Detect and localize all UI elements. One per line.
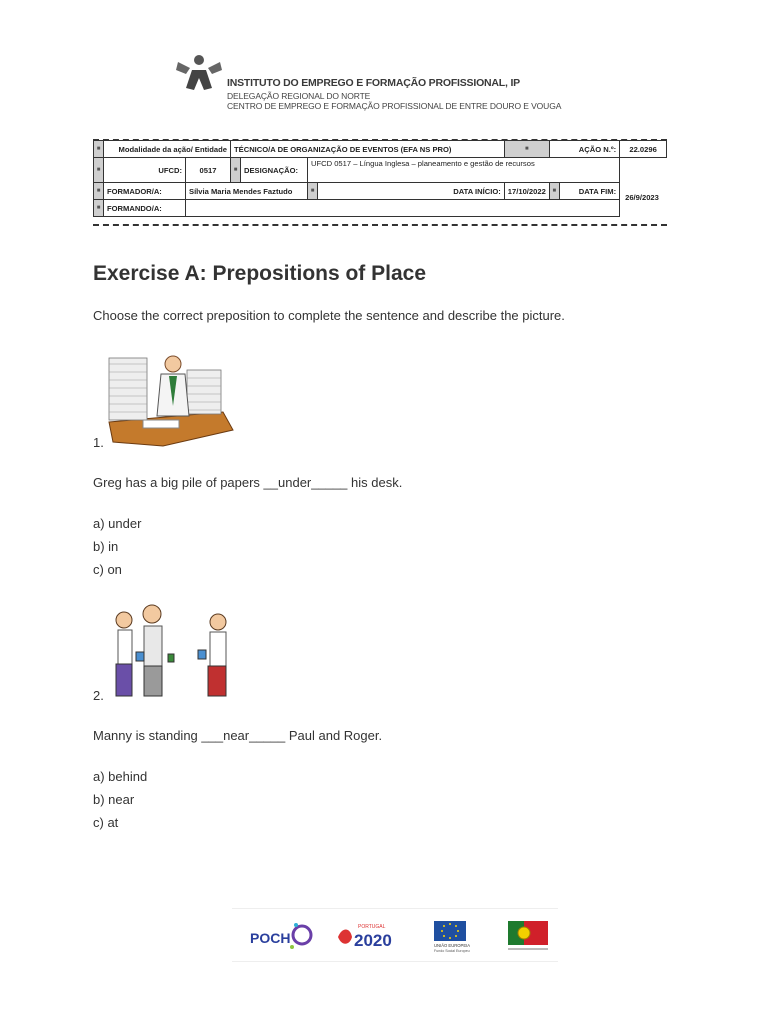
data-fim-value: 26/9/2023 [625,193,659,202]
greg-desk-illustration [103,350,235,448]
field-marker: ■ [549,183,559,200]
poch-label: POCH [250,930,291,946]
q2-option-b: b) near [93,792,135,807]
q1-option-b: b) in [93,539,119,554]
modalidade-value: TÉCNICO/A DE ORGANIZAÇÃO DE EVENTOS (EFA NS PRO) [231,141,505,158]
data-inicio-label: DATA INÍCIO: [318,183,505,200]
portugal-label: PORTUGAL [358,924,386,930]
q2-option-a: a) behind [93,769,148,784]
table-top-border [93,139,667,141]
esf-label: Fundo Social Europeu [434,949,470,953]
exercise-instructions: Choose the correct preposition to complete the sentence and describe the picture. [93,308,565,323]
eu-label: UNIÃO EUROPEIA [434,943,471,948]
designacao-value: UFCD 0517 – Língua Inglesa – planeamento e gestão de recursos [308,158,620,183]
field-marker: ■ [504,141,549,158]
acao-value: 22.0296 [620,141,667,158]
field-marker: ■ [94,158,104,183]
q1-sentence: Greg has a big pile of papers __under_____ his desk. [93,475,403,490]
acao-label: AÇÃO N.º: [549,141,619,158]
q1-option-a: a) under [93,516,142,531]
q1-number: 1. [93,435,104,450]
formando-label: FORMANDO/A: [104,200,186,217]
iefp-logo-icon [176,54,222,92]
formador-value: Sílvia Maria Mendes Faztudo [186,183,308,200]
data-inicio-value: 17/10/2022 [504,183,549,200]
p2020-label: 2020 [354,931,392,950]
q1-option-c: c) on [93,562,122,577]
table-bottom-border [93,224,667,226]
field-marker: ■ [94,183,104,200]
data-fim-label: DATA FIM: [559,183,619,200]
field-marker: ■ [231,158,241,183]
q2-option-c: c) at [93,815,119,830]
formador-label: FORMADOR/A: [104,183,186,200]
field-marker: ■ [308,183,318,200]
formando-value [186,200,620,217]
q2-number: 2. [93,688,104,703]
portugal-flag-logo-icon [506,917,552,955]
ufcd-label: UFCD: [104,158,186,183]
institute-line-2: CENTRO DE EMPREGO E FORMAÇÃO PROFISSIONAL DE ENTRE DOURO E VOUGA [227,101,562,111]
ufcd-value: 0517 [186,158,231,183]
modalidade-label: Modalidade da ação/ Entidade [104,141,231,158]
poch-logo-icon [248,919,318,953]
funding-logos-strip [232,908,558,962]
portugal-2020-logo-icon [336,919,408,953]
course-info-table [93,140,667,217]
q2-sentence: Manny is standing ___near_____ Paul and Roger. [93,728,383,743]
institute-name: INSTITUTO DO EMPREGO E FORMAÇÃO PROFISSIONAL, IP [227,77,520,89]
designacao-label: DESIGNAÇÃO: [241,158,308,183]
three-men-illustration [108,602,240,700]
field-marker: ■ [94,200,104,217]
field-marker: ■ [94,141,104,158]
eu-flag-logo-icon [430,919,484,955]
institute-line-1: DELEGAÇÃO REGIONAL DO NORTE [227,91,371,101]
exercise-title: Exercise A: Prepositions of Place [93,262,427,285]
